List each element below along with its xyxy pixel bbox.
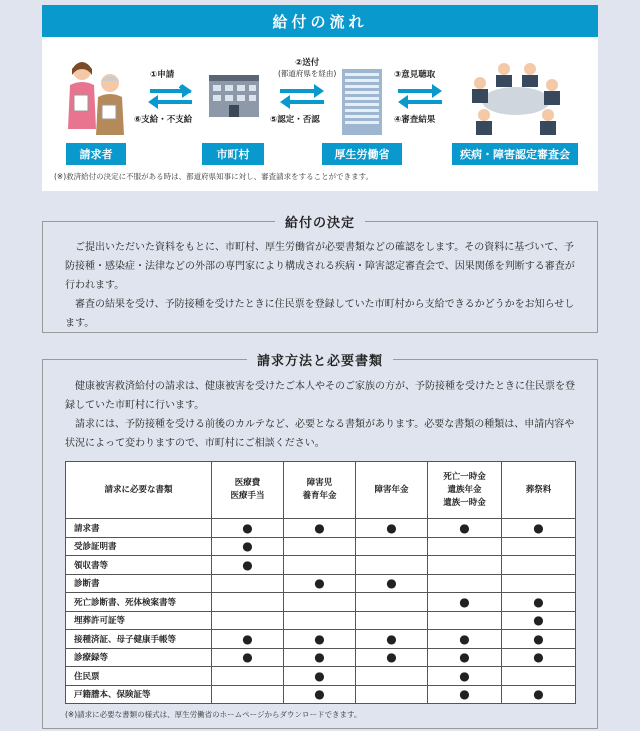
empty-cell: [502, 556, 576, 575]
column-header-document: 請求に必要な書類: [66, 462, 212, 519]
claimant-family-illustration: [66, 57, 128, 137]
empty-cell: [428, 574, 502, 593]
table-row: [66, 537, 576, 556]
actor-review-committee: 疾病・障害認定審査会: [452, 143, 578, 165]
committee-meeting-illustration: [460, 57, 572, 135]
document-name-cell: 請求書: [66, 519, 212, 538]
required-mark-cell: ●: [428, 685, 502, 704]
document-name-cell: 領収書等: [66, 556, 212, 575]
section-heading-wrap: [43, 212, 597, 231]
document-name-cell: 接種済証、母子健康手帳等: [66, 630, 212, 649]
required-mark-cell: ●: [502, 685, 576, 704]
step-hearing-label: ③意見聴取: [394, 70, 436, 80]
empty-cell: [428, 556, 502, 575]
required-mark-cell: ●: [428, 648, 502, 667]
required-mark-cell: ●: [284, 519, 356, 538]
empty-cell: [284, 537, 356, 556]
empty-cell: [356, 611, 428, 630]
flow-title: 給付の流れ: [42, 5, 598, 37]
table-row: [66, 630, 576, 649]
step-forward-label: [278, 56, 336, 79]
document-name-cell: 診療録等: [66, 648, 212, 667]
column-header-benefit: 死亡一時金 遺族年金 遺族一時金: [428, 462, 502, 519]
required-mark-cell: ●: [502, 611, 576, 630]
document-name-cell: 受診証明書: [66, 537, 212, 556]
step-forward-text: ②送付: [295, 58, 320, 68]
paragraph: 健康被害救済給付の請求は、健康被害を受けたご本人やそのご家族の方が、予防接種を受けたときに住民票を登録していた市町村に行います。: [65, 381, 575, 411]
flow-note: (※)救済給付の決定に不服がある時は、都道府県知事に対し、審査請求をすることができます。: [54, 172, 374, 181]
required-mark-cell: ●: [428, 630, 502, 649]
paragraph: 審査の結果を受け、予防接種を受けたときに住民票を登録していた市町村から支給できるかどうかをお知らせします。: [65, 299, 575, 329]
document-name-cell: 診断書: [66, 574, 212, 593]
step-result-label: ④審査結果: [394, 115, 436, 125]
empty-cell: [356, 685, 428, 704]
document-name-cell: 戸籍謄本、保険証等: [66, 685, 212, 704]
required-mark-cell: ●: [428, 667, 502, 686]
empty-cell: [428, 537, 502, 556]
actor-ministry: 厚生労働省: [322, 143, 402, 165]
required-mark-cell: ●: [284, 685, 356, 704]
required-mark-cell: ●: [356, 519, 428, 538]
table-row: [66, 593, 576, 612]
empty-cell: [284, 556, 356, 575]
required-mark-cell: ●: [502, 519, 576, 538]
step-approval-label: ⑤認定・否認: [270, 115, 320, 125]
required-mark-cell: ●: [212, 519, 284, 538]
actor-claimant: 請求者: [66, 143, 126, 165]
double-arrow-icon: [278, 83, 326, 109]
actor-municipality: 市町村: [202, 143, 264, 165]
paragraph: 請求には、予防接種を受ける前後のカルテなど、必要となる書類があります。必要な書類の種類は、申請内容や状況によって変わりますので、市町村にご相談ください。: [65, 419, 575, 449]
empty-cell: [502, 667, 576, 686]
section-heading: 請求方法と必要書類: [247, 350, 393, 369]
double-arrow-icon: [146, 83, 194, 109]
empty-cell: [356, 556, 428, 575]
document-name-cell: 死亡診断書、死体検案書等: [66, 593, 212, 612]
required-mark-cell: ●: [356, 648, 428, 667]
paragraph: ご提出いただいた資料をもとに、市町村、厚生労働省が必要書類などの確認をします。その資料に基づいて、予防接種・感染症・法律などの外部の専門家により構成される疾病・障害認定審査会で、因果関係を判断する審査が行われます。: [65, 242, 575, 291]
empty-cell: [212, 685, 284, 704]
required-documents-table: [65, 461, 576, 704]
required-mark-cell: ●: [284, 667, 356, 686]
empty-cell: [212, 667, 284, 686]
step-apply-label: ①申請: [150, 70, 175, 80]
column-header-benefit: 葬祭料: [502, 462, 576, 519]
required-mark-cell: ●: [284, 574, 356, 593]
document-name-cell: 埋葬許可証等: [66, 611, 212, 630]
required-mark-cell: ●: [428, 519, 502, 538]
table-note: (※)請求に必要な書類の様式は、厚生労働省のホームページからダウンロードできます。: [65, 710, 362, 719]
table-row: [66, 611, 576, 630]
required-mark-cell: ●: [502, 648, 576, 667]
empty-cell: [212, 593, 284, 612]
empty-cell: [356, 593, 428, 612]
ministry-building-icon: [340, 69, 384, 135]
required-mark-cell: ●: [356, 630, 428, 649]
table-row: [66, 556, 576, 575]
required-mark-cell: ●: [284, 630, 356, 649]
claim-method-section: [42, 354, 598, 729]
column-header-benefit: 医療費 医療手当: [212, 462, 284, 519]
required-mark-cell: ●: [284, 648, 356, 667]
empty-cell: [428, 611, 502, 630]
column-header-benefit: 障害年金: [356, 462, 428, 519]
step-forward-subtext: (都道府県を経由): [278, 69, 337, 78]
table-row: [66, 648, 576, 667]
required-mark-cell: ●: [502, 593, 576, 612]
empty-cell: [502, 537, 576, 556]
table-row: [66, 574, 576, 593]
required-mark-cell: ●: [212, 648, 284, 667]
required-mark-cell: ●: [356, 574, 428, 593]
table-row: [66, 667, 576, 686]
empty-cell: [356, 537, 428, 556]
table-row: [66, 519, 576, 538]
column-header-benefit: 障害児 養育年金: [284, 462, 356, 519]
empty-cell: [212, 611, 284, 630]
benefit-decision-section: [42, 216, 598, 333]
required-mark-cell: ●: [212, 556, 284, 575]
table-row: [66, 685, 576, 704]
municipality-building-icon: [207, 75, 261, 117]
required-mark-cell: ●: [428, 593, 502, 612]
document-name-cell: 住民票: [66, 667, 212, 686]
empty-cell: [284, 611, 356, 630]
table-header-row: [66, 462, 576, 519]
required-mark-cell: ●: [212, 630, 284, 649]
empty-cell: [212, 574, 284, 593]
benefit-flow-panel: [42, 5, 598, 191]
required-mark-cell: ●: [212, 537, 284, 556]
step-payment-label: ⑥支給・不支給: [134, 115, 193, 125]
section-heading: 給付の決定: [275, 212, 365, 231]
required-mark-cell: ●: [502, 630, 576, 649]
section-heading-wrap: [43, 350, 597, 369]
double-arrow-icon: [396, 83, 444, 109]
empty-cell: [356, 667, 428, 686]
empty-cell: [502, 574, 576, 593]
empty-cell: [284, 593, 356, 612]
